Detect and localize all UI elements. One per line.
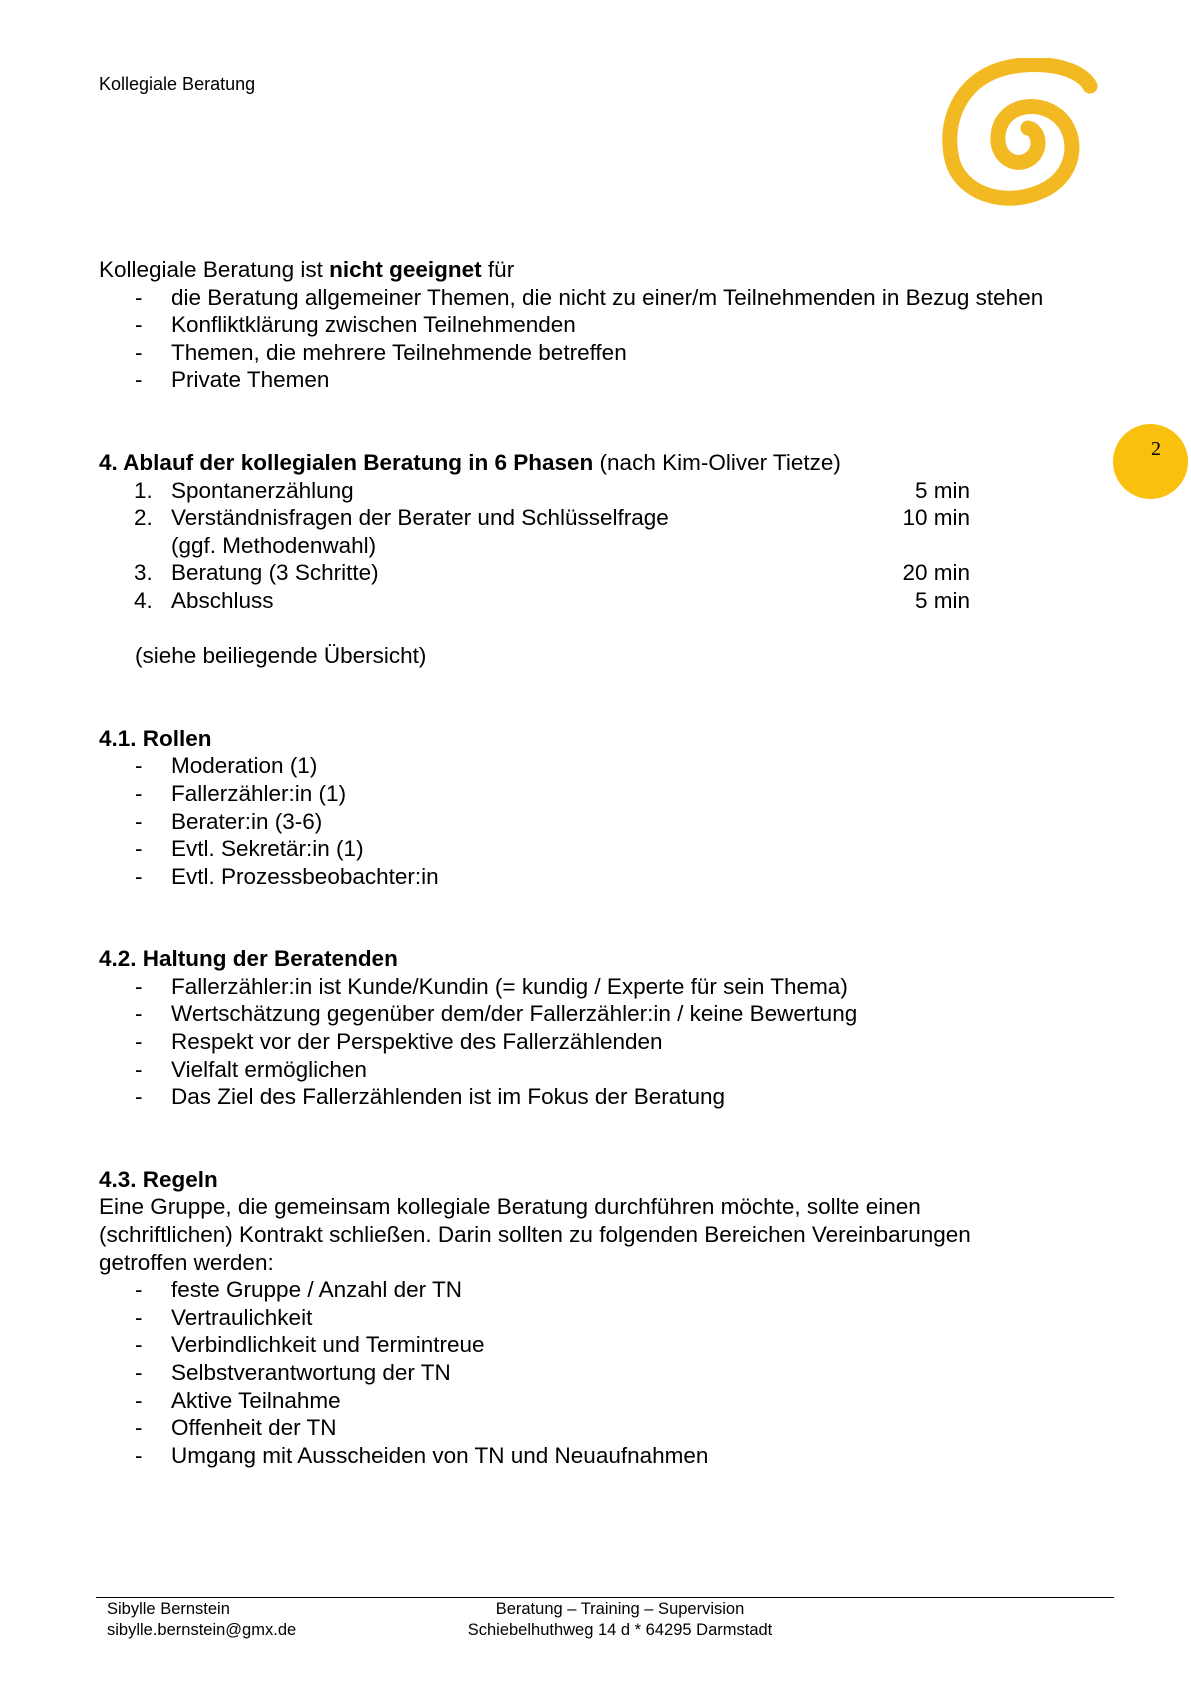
list-item: - Umgang mit Ausscheiden von TN und Neuaufnahmen — [135, 1442, 709, 1468]
section-41-heading: 4.1. Rollen — [99, 725, 212, 751]
section-43-heading: 4.3. Regeln — [99, 1166, 218, 1192]
list-item: - Themen, die mehrere Teilnehmende betreffen — [135, 339, 627, 365]
list-item: - Offenheit der TN — [135, 1415, 337, 1441]
phase-list — [99, 477, 1109, 615]
list-item: - Fallerzähler:in ist Kunde/Kundin (= kundig / Experte für sein Thema) — [135, 973, 848, 999]
list-item: - Das Ziel des Fallerzählenden ist im Fokus der Beratung — [135, 1084, 726, 1110]
intro-sentence — [99, 256, 1109, 284]
spiral-logo-icon — [938, 58, 1108, 208]
rules-paragraph: Eine Gruppe, die gemeinsam kollegiale Beratung durchführen möchte, sollte einen (schriftlichen) Kontrakt schließen. Darin sollten zu folgenden Bereichen Vereinbarungen getroffen werden: — [99, 1194, 971, 1275]
list-item: - Konfliktklärung zwischen Teilnehmenden — [135, 312, 576, 338]
unsuitable-list — [99, 284, 1109, 394]
footer-services — [400, 1599, 840, 1641]
footer-name: Sibylle Bernstein — [107, 1600, 230, 1618]
footer-address: Schiebelhuthweg 14 d * 64295 Darmstadt — [467, 1621, 773, 1639]
footer-services-text: Beratung – Training – Supervision — [495, 1600, 745, 1618]
list-item: - Moderation (1) — [135, 753, 318, 779]
list-item: - Evtl. Prozessbeobachter:in — [135, 863, 439, 889]
list-item: - Vertraulichkeit — [135, 1304, 313, 1330]
header-title: Kollegiale Beratung — [99, 74, 256, 94]
list-item: - Aktive Teilnahme — [135, 1387, 341, 1413]
footer-email[interactable]: sibylle.bernstein@gmx.de — [107, 1621, 297, 1639]
section-42-heading: 4.2. Haltung der Beratenden — [99, 946, 398, 972]
page-number: 2 — [1151, 438, 1161, 460]
list-item: - Wertschätzung gegenüber dem/der Fallerzähler:in / keine Bewertung — [135, 1001, 858, 1027]
section-4-title: 4. Ablauf der kollegialen Beratung in 6 Phasen — [99, 449, 594, 475]
phase-sub-note: (ggf. Methodenwahl) — [171, 532, 377, 558]
list-item: - Private Themen — [135, 367, 330, 393]
phase-item: 1. Spontanerzählung 5 min — [134, 477, 970, 503]
roles-list — [99, 752, 1109, 890]
list-item: - Vielfalt ermöglichen — [135, 1056, 367, 1082]
document-body — [99, 256, 1109, 1469]
footer-contact — [107, 1599, 296, 1641]
intro-prefix: Kollegiale Beratung ist — [99, 257, 330, 282]
phase-item: 2. Verständnisfragen der Berater und Schlüsselfrage 10 min — [134, 505, 970, 531]
section-4-heading — [99, 449, 1109, 477]
rules-list — [99, 1276, 1109, 1469]
list-item: - Selbstverantwortung der TN — [135, 1360, 451, 1385]
phase-item: 4. Abschluss 5 min — [134, 587, 970, 613]
list-item: - Verbindlichkeit und Termintreue — [135, 1332, 485, 1358]
list-item: - Fallerzähler:in (1) — [135, 780, 347, 806]
intro-suffix: für — [481, 257, 515, 282]
page-number-badge — [1113, 424, 1188, 499]
attitude-list — [99, 973, 1109, 1111]
phase-item: 3. Beratung (3 Schritte) 20 min — [134, 560, 970, 586]
overview-note: (siehe beiliegende Übersicht) — [135, 643, 427, 669]
list-item: - die Beratung allgemeiner Themen, die nicht zu einer/m Teilnehmenden in Bezug stehen — [135, 284, 1044, 310]
list-item: - feste Gruppe / Anzahl der TN — [135, 1277, 462, 1303]
list-item: - Berater:in (3-6) — [135, 808, 323, 834]
intro-bold: nicht geeignet — [329, 257, 482, 282]
footer-divider — [96, 1597, 1114, 1598]
list-item: - Evtl. Sekretär:in (1) — [135, 836, 364, 862]
list-item: - Respekt vor der Perspektive des Fallerzählenden — [135, 1029, 663, 1055]
section-4-title-suffix: (nach Kim-Oliver Tietze) — [593, 449, 841, 475]
